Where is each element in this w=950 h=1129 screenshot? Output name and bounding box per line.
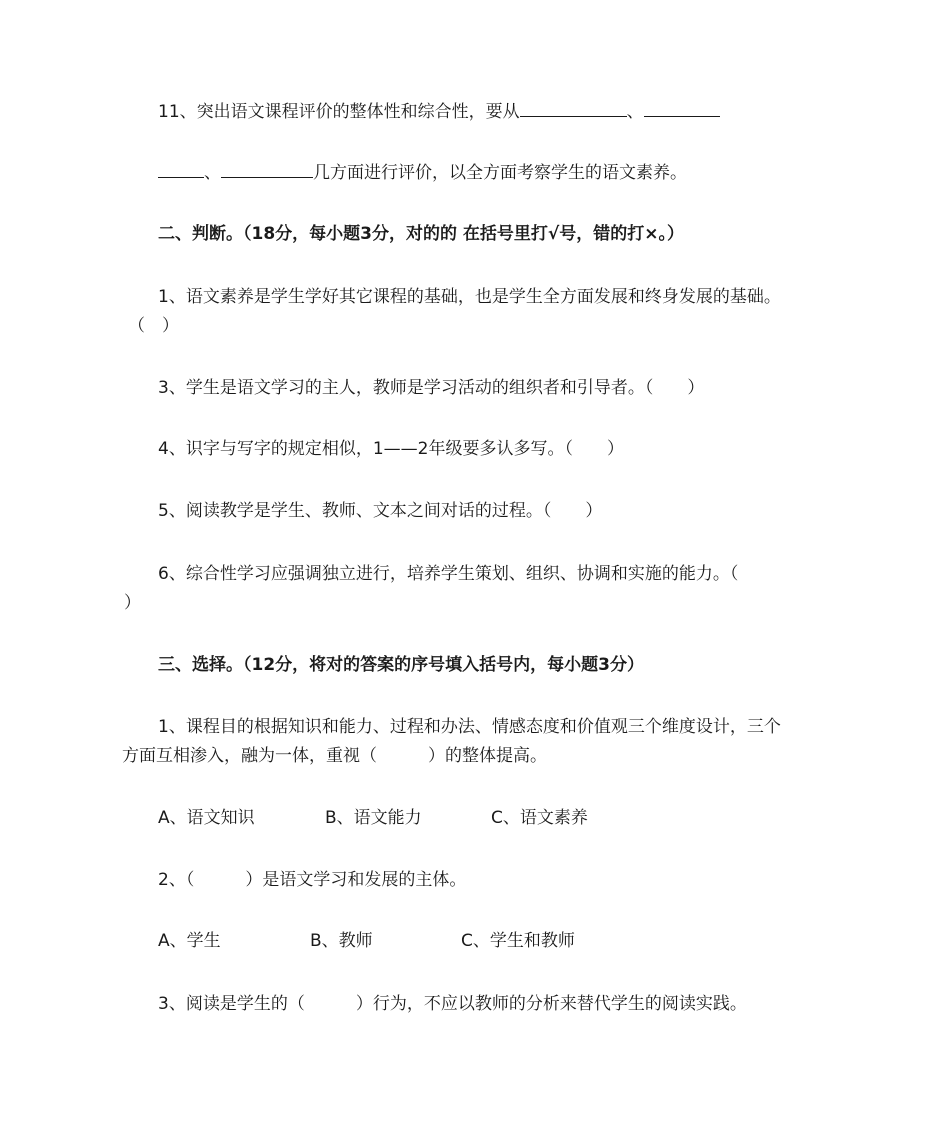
- judge-item-1: 1、语文素养是学生学好其它课程的基础，也是学生全方面发展和终身发展的基础。: [158, 287, 781, 307]
- q11-line-1: [158, 100, 720, 123]
- choice-q1: 1、课程目的根据知识和能力、过程和办法、情感态度和价值观三个维度设计，三个: [158, 717, 781, 737]
- judge-item-3: 3、学生是语文学习的主人，教师是学习活动的组织者和引导者。（ ）: [158, 378, 705, 398]
- q11-blank-2a[interactable]: [644, 100, 720, 117]
- choice-q1-option-b: B、语文能力: [325, 808, 422, 828]
- choice-q2-option-b: B、教师: [310, 931, 373, 951]
- q11-text: 11、突出语文课程评价的整体性和综合性，要从: [158, 102, 520, 122]
- choice-q2: 2、（ ）是语文学习和发展的主体。: [158, 870, 467, 890]
- choice-q1-option-a: A、语文知识: [158, 808, 255, 828]
- q11-blank-1[interactable]: [520, 100, 627, 117]
- q11-sep-2: 、: [204, 163, 221, 183]
- q11-text-2: 几方面进行评价，以全方面考察学生的语文素养。: [313, 163, 687, 183]
- choice-q1-option-c: C、语文素养: [491, 808, 588, 828]
- judge-item-1-cont: （ ）: [128, 316, 179, 336]
- choice-q2-option-a: A、学生: [158, 931, 221, 951]
- section3-heading: 三、选择。（12分，将对的答案的序号填入括号内，每小题3分）: [158, 655, 644, 675]
- q11-line-2: [158, 161, 687, 184]
- choice-q1-cont: 方面互相渗入，融为一体，重视（ ）的整体提高。: [122, 746, 547, 766]
- judge-item-5: 5、阅读教学是学生、教师、文本之间对话的过程。（ ）: [158, 501, 603, 521]
- judge-item-6: 6、综合性学习应强调独立进行，培养学生策划、组织、协调和实施的能力。（: [158, 564, 739, 584]
- section2-heading: 二、判断。（18分，每小题3分，对的的 在括号里打√号，错的打×。）: [158, 224, 684, 244]
- q11-blank-3[interactable]: [221, 161, 313, 178]
- judge-item-4: 4、识字与写字的规定相似，1——2年级要多认多写。（ ）: [158, 439, 624, 459]
- judge-item-6-cont: ）: [124, 593, 141, 613]
- choice-q3: 3、阅读是学生的（ ）行为，不应以教师的分析来替代学生的阅读实践。: [158, 994, 747, 1014]
- q11-sep: 、: [626, 102, 644, 122]
- q11-blank-2b[interactable]: [158, 161, 204, 178]
- choice-q2-option-c: C、学生和教师: [461, 931, 575, 951]
